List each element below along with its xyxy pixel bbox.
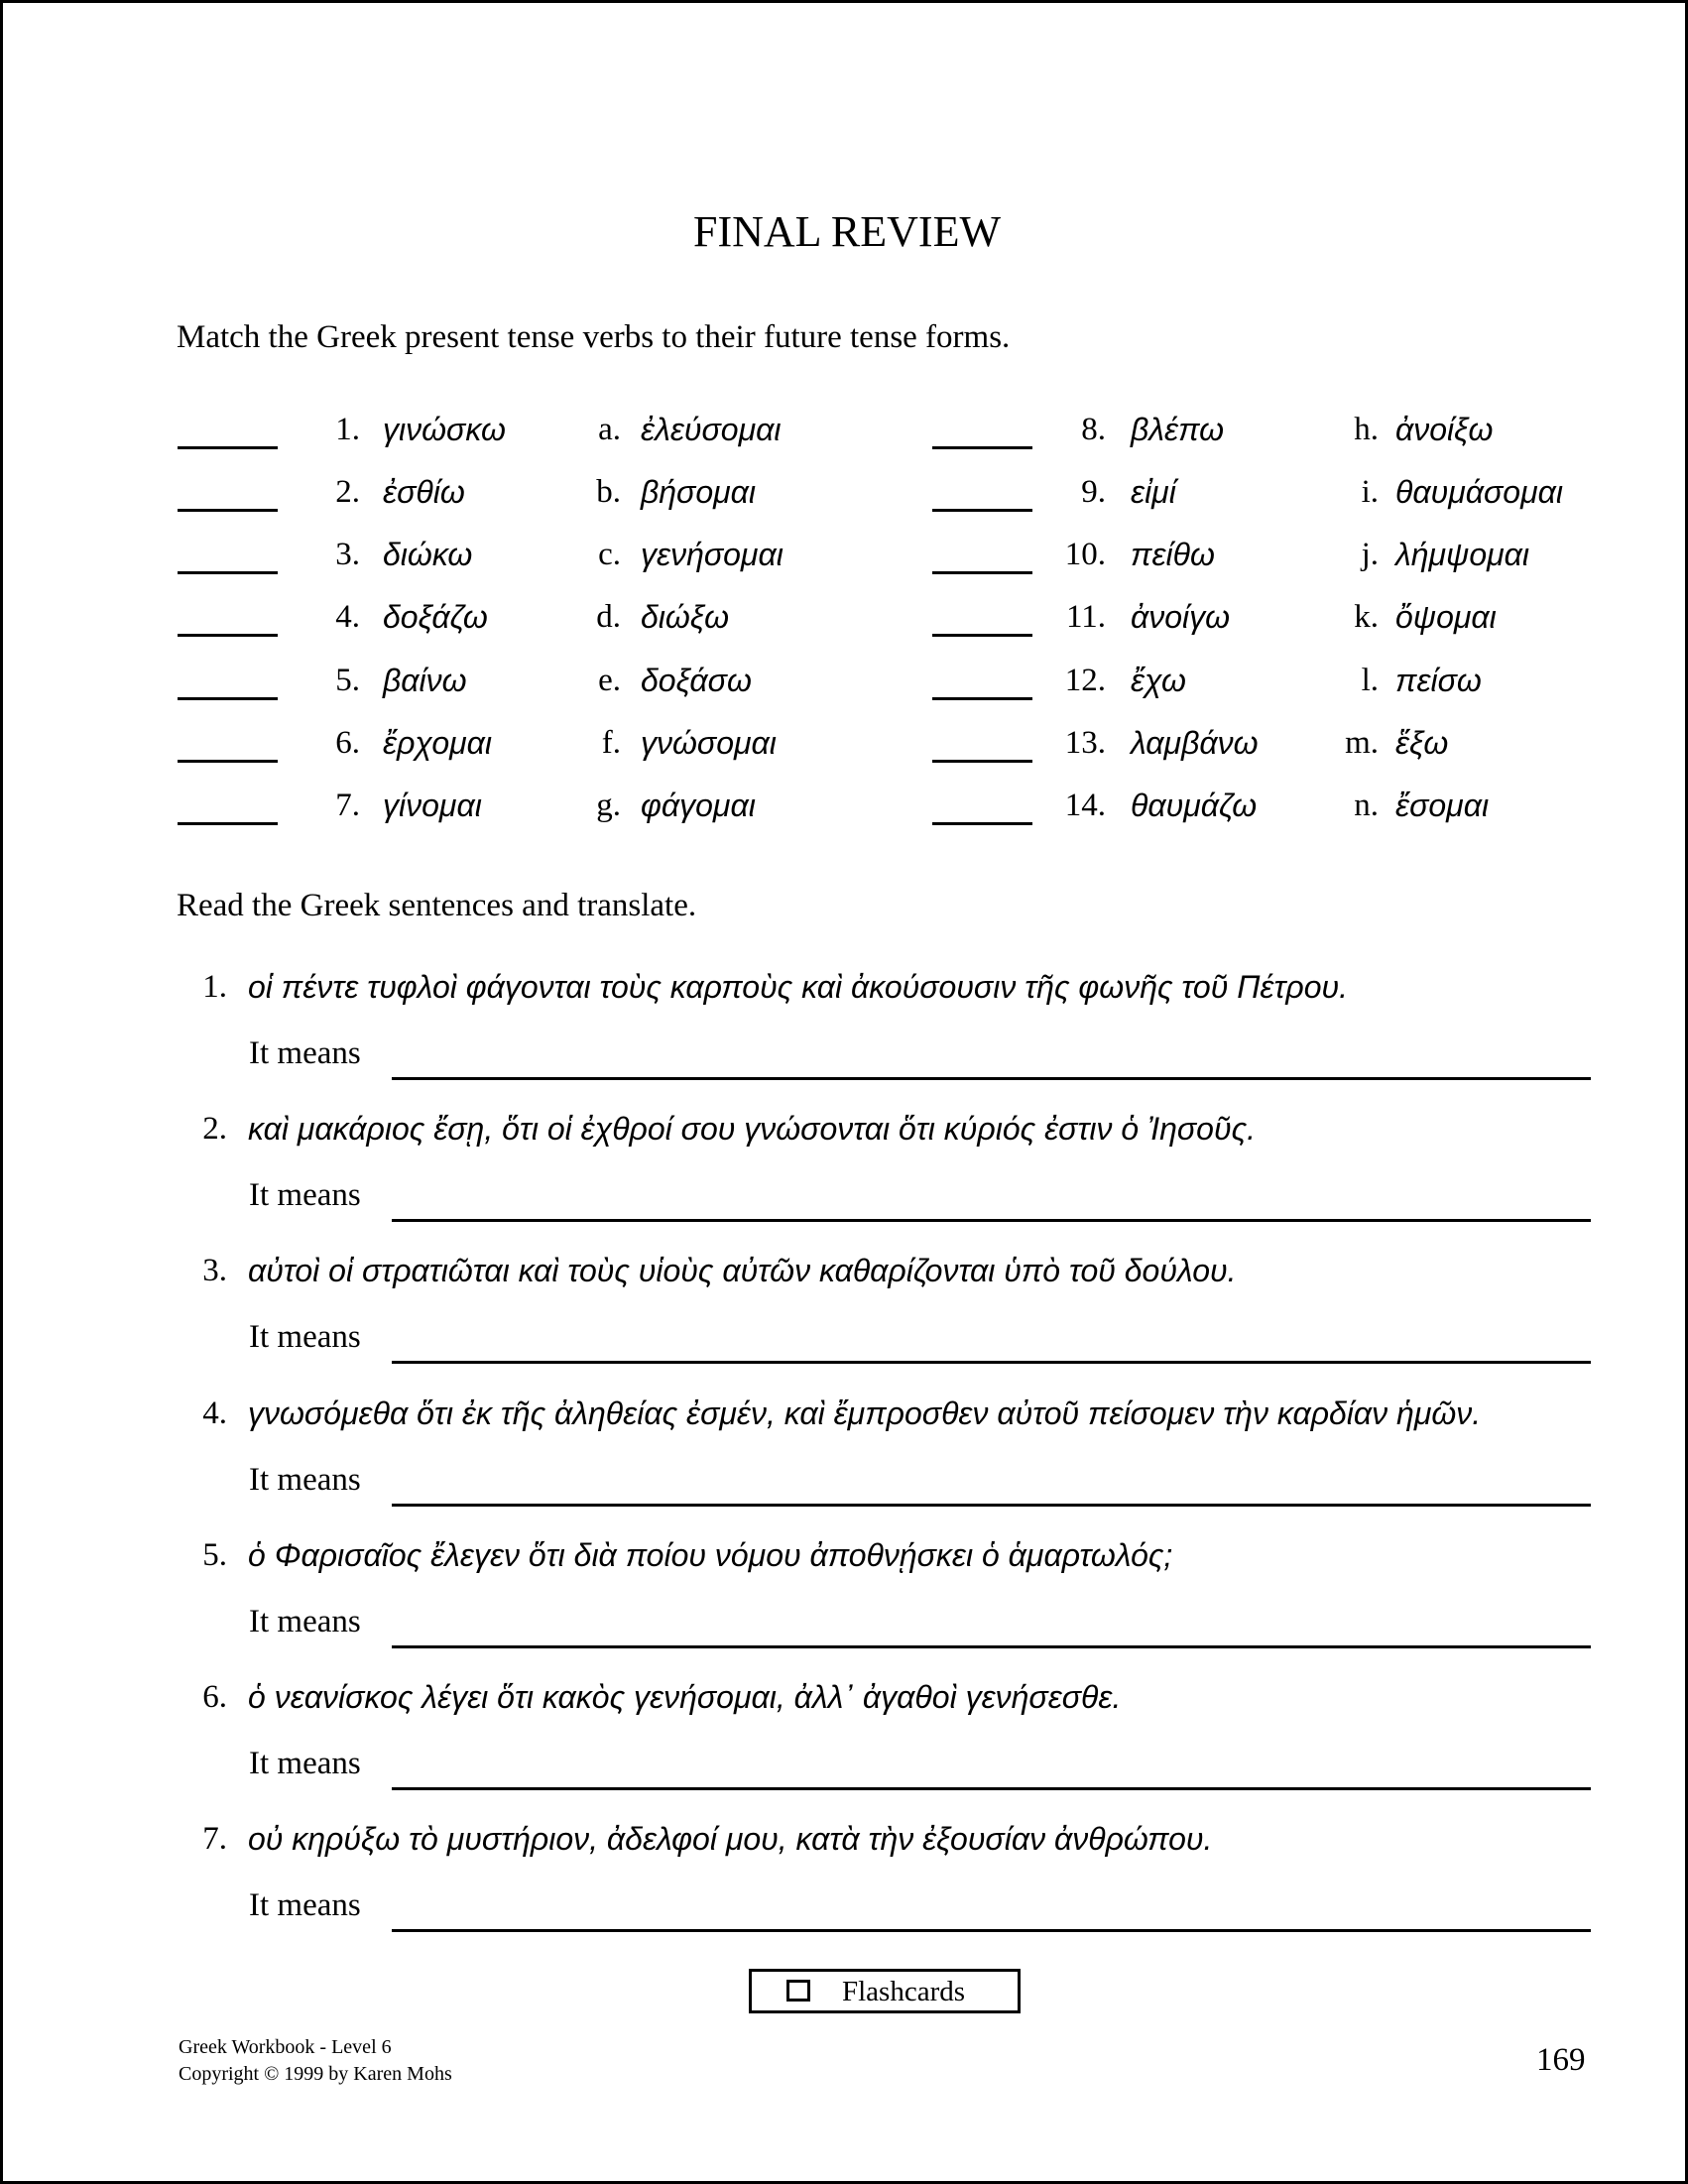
item-number: 6. <box>335 725 360 761</box>
greek-sentence: οἱ πέντε τυφλοὶ φάγονται τοὺς καρποὺς καὶ ἀκούσουσιν τῆς φωνῆς τοῦ Πέτρου. <box>248 969 1349 1005</box>
option-letter: a. <box>598 412 621 447</box>
answer-blank[interactable] <box>178 446 278 449</box>
option-letter: d. <box>596 599 621 635</box>
option-letter: n. <box>1354 788 1379 823</box>
future-tense-form: γενήσομαι <box>641 537 784 572</box>
footer-book-title: Greek Workbook - Level 6 <box>179 2036 392 2058</box>
page-number: 169 <box>1536 2042 1586 2078</box>
present-tense-verb: γίνομαι <box>383 788 482 823</box>
option-letter: l. <box>1361 663 1379 698</box>
present-tense-verb: βαίνω <box>383 663 467 698</box>
translation-answer-line[interactable] <box>392 1361 1591 1364</box>
future-tense-form: δοξάσω <box>641 663 752 698</box>
future-tense-form: ἐλεύσομαι <box>641 412 782 447</box>
greek-sentence: καὶ μακάριος ἔσῃ, ὅτι οἱ ἐχθροί σου γνώσονται ὅτι κύριός ἐστιν ὁ Ἰησοῦς. <box>248 1111 1257 1147</box>
future-tense-form: φάγομαι <box>641 788 756 823</box>
item-number: 5. <box>335 663 360 698</box>
future-tense-form: ἕξω <box>1395 725 1449 761</box>
present-tense-verb: λαμβάνω <box>1131 725 1259 761</box>
answer-blank[interactable] <box>178 697 278 700</box>
present-tense-verb: διώκω <box>383 537 473 572</box>
option-letter: g. <box>596 788 621 823</box>
item-number: 10. <box>1064 537 1106 572</box>
sentence-number: 4. <box>202 1395 227 1431</box>
present-tense-verb: γινώσκω <box>383 412 506 447</box>
sentence-number: 5. <box>202 1537 227 1573</box>
future-tense-form: λήμψομαι <box>1395 537 1530 572</box>
future-tense-form: ἔσομαι <box>1395 788 1490 823</box>
option-letter: i. <box>1361 474 1379 510</box>
checkbox-icon[interactable] <box>786 1980 810 2002</box>
it-means-label: It means <box>249 1319 361 1355</box>
footer-copyright: Copyright © 1999 by Karen Mohs <box>179 2063 452 2085</box>
sentence-number: 3. <box>202 1253 227 1288</box>
answer-blank[interactable] <box>932 760 1032 763</box>
answer-blank[interactable] <box>932 446 1032 449</box>
answer-blank[interactable] <box>932 634 1032 637</box>
option-letter: c. <box>598 537 621 572</box>
item-number: 7. <box>335 788 360 823</box>
item-number: 8. <box>1081 412 1106 447</box>
greek-sentence: οὐ κηρύξω τὸ μυστήριον, ἀδελφοί μου, κατὰ τὴν ἐξουσίαν ἀνθρώπου. <box>248 1821 1213 1857</box>
translation-answer-line[interactable] <box>392 1504 1591 1507</box>
item-number: 4. <box>335 599 360 635</box>
it-means-label: It means <box>249 1462 361 1498</box>
future-tense-form: διώξω <box>641 599 730 635</box>
flashcards-checkbox-button[interactable] <box>749 1969 1021 2013</box>
present-tense-verb: δοξάζω <box>383 599 488 635</box>
flashcards-label: Flashcards <box>842 1976 966 2007</box>
option-letter: f. <box>601 725 621 761</box>
present-tense-verb: θαυμάζω <box>1131 788 1258 823</box>
item-number: 13. <box>1064 725 1106 761</box>
sentence-number: 1. <box>202 969 227 1005</box>
option-letter: m. <box>1345 725 1379 761</box>
translation-instruction: Read the Greek sentences and translate. <box>177 888 697 923</box>
translation-answer-line[interactable] <box>392 1077 1591 1080</box>
item-number: 1. <box>335 412 360 447</box>
present-tense-verb: εἰμί <box>1131 474 1176 510</box>
present-tense-verb: ἀνοίγω <box>1131 599 1231 635</box>
answer-blank[interactable] <box>178 760 278 763</box>
option-letter: h. <box>1354 412 1379 447</box>
sentence-number: 6. <box>202 1679 227 1715</box>
item-number: 12. <box>1064 663 1106 698</box>
present-tense-verb: ἔρχομαι <box>383 725 492 761</box>
greek-sentence: ὁ Φαρισαῖος ἔλεγεν ὅτι διὰ ποίου νόμου ἀποθνῄσκει ὁ ἁμαρτωλός; <box>248 1537 1173 1573</box>
translation-answer-line[interactable] <box>392 1219 1591 1222</box>
item-number: 3. <box>335 537 360 572</box>
answer-blank[interactable] <box>178 571 278 574</box>
future-tense-form: πείσω <box>1395 663 1482 698</box>
greek-sentence: γνωσόμεθα ὅτι ἐκ τῆς ἀληθείας ἐσμέν, καὶ ἔμπροσθεν αὐτοῦ πείσομεν τὴν καρδίαν ἡμῶν. <box>248 1395 1482 1431</box>
it-means-label: It means <box>249 1604 361 1639</box>
matching-instruction: Match the Greek present tense verbs to their future tense forms. <box>177 319 1011 355</box>
answer-blank[interactable] <box>932 509 1032 512</box>
present-tense-verb: ἐσθίω <box>383 474 465 510</box>
translation-answer-line[interactable] <box>392 1929 1591 1932</box>
future-tense-form: θαυμάσομαι <box>1395 474 1563 510</box>
present-tense-verb: πείθω <box>1131 537 1215 572</box>
present-tense-verb: ἔχω <box>1131 663 1186 698</box>
answer-blank[interactable] <box>932 571 1032 574</box>
translation-answer-line[interactable] <box>392 1787 1591 1790</box>
it-means-label: It means <box>249 1746 361 1781</box>
it-means-label: It means <box>249 1887 361 1923</box>
future-tense-form: βήσομαι <box>641 474 757 510</box>
answer-blank[interactable] <box>178 509 278 512</box>
translation-answer-line[interactable] <box>392 1645 1591 1648</box>
sentence-number: 2. <box>202 1111 227 1147</box>
greek-sentence: αὐτοὶ οἱ στρατιῶται καὶ τοὺς υἱοὺς αὐτῶν καθαρίζονται ὑπὸ τοῦ δούλου. <box>248 1253 1237 1288</box>
future-tense-form: γνώσομαι <box>641 725 777 761</box>
item-number: 11. <box>1065 599 1106 635</box>
it-means-label: It means <box>249 1177 361 1213</box>
sentence-number: 7. <box>202 1821 227 1857</box>
item-number: 14. <box>1064 788 1106 823</box>
answer-blank[interactable] <box>178 822 278 825</box>
future-tense-form: ὄψομαι <box>1395 599 1497 635</box>
option-letter: j. <box>1361 537 1379 572</box>
item-number: 2. <box>335 474 360 510</box>
option-letter: b. <box>596 474 621 510</box>
future-tense-form: ἀνοίξω <box>1395 412 1494 447</box>
answer-blank[interactable] <box>178 634 278 637</box>
option-letter: e. <box>598 663 621 698</box>
option-letter: k. <box>1354 599 1379 635</box>
greek-sentence: ὁ νεανίσκος λέγει ὅτι κακὸς γενήσομαι, ἀλλ᾽ ἀγαθοὶ γενήσεσθε. <box>248 1679 1122 1715</box>
item-number: 9. <box>1081 474 1106 510</box>
answer-blank[interactable] <box>932 822 1032 825</box>
page-title: FINAL REVIEW <box>693 207 1001 256</box>
answer-blank[interactable] <box>932 697 1032 700</box>
it-means-label: It means <box>249 1035 361 1071</box>
present-tense-verb: βλέπω <box>1131 412 1224 447</box>
